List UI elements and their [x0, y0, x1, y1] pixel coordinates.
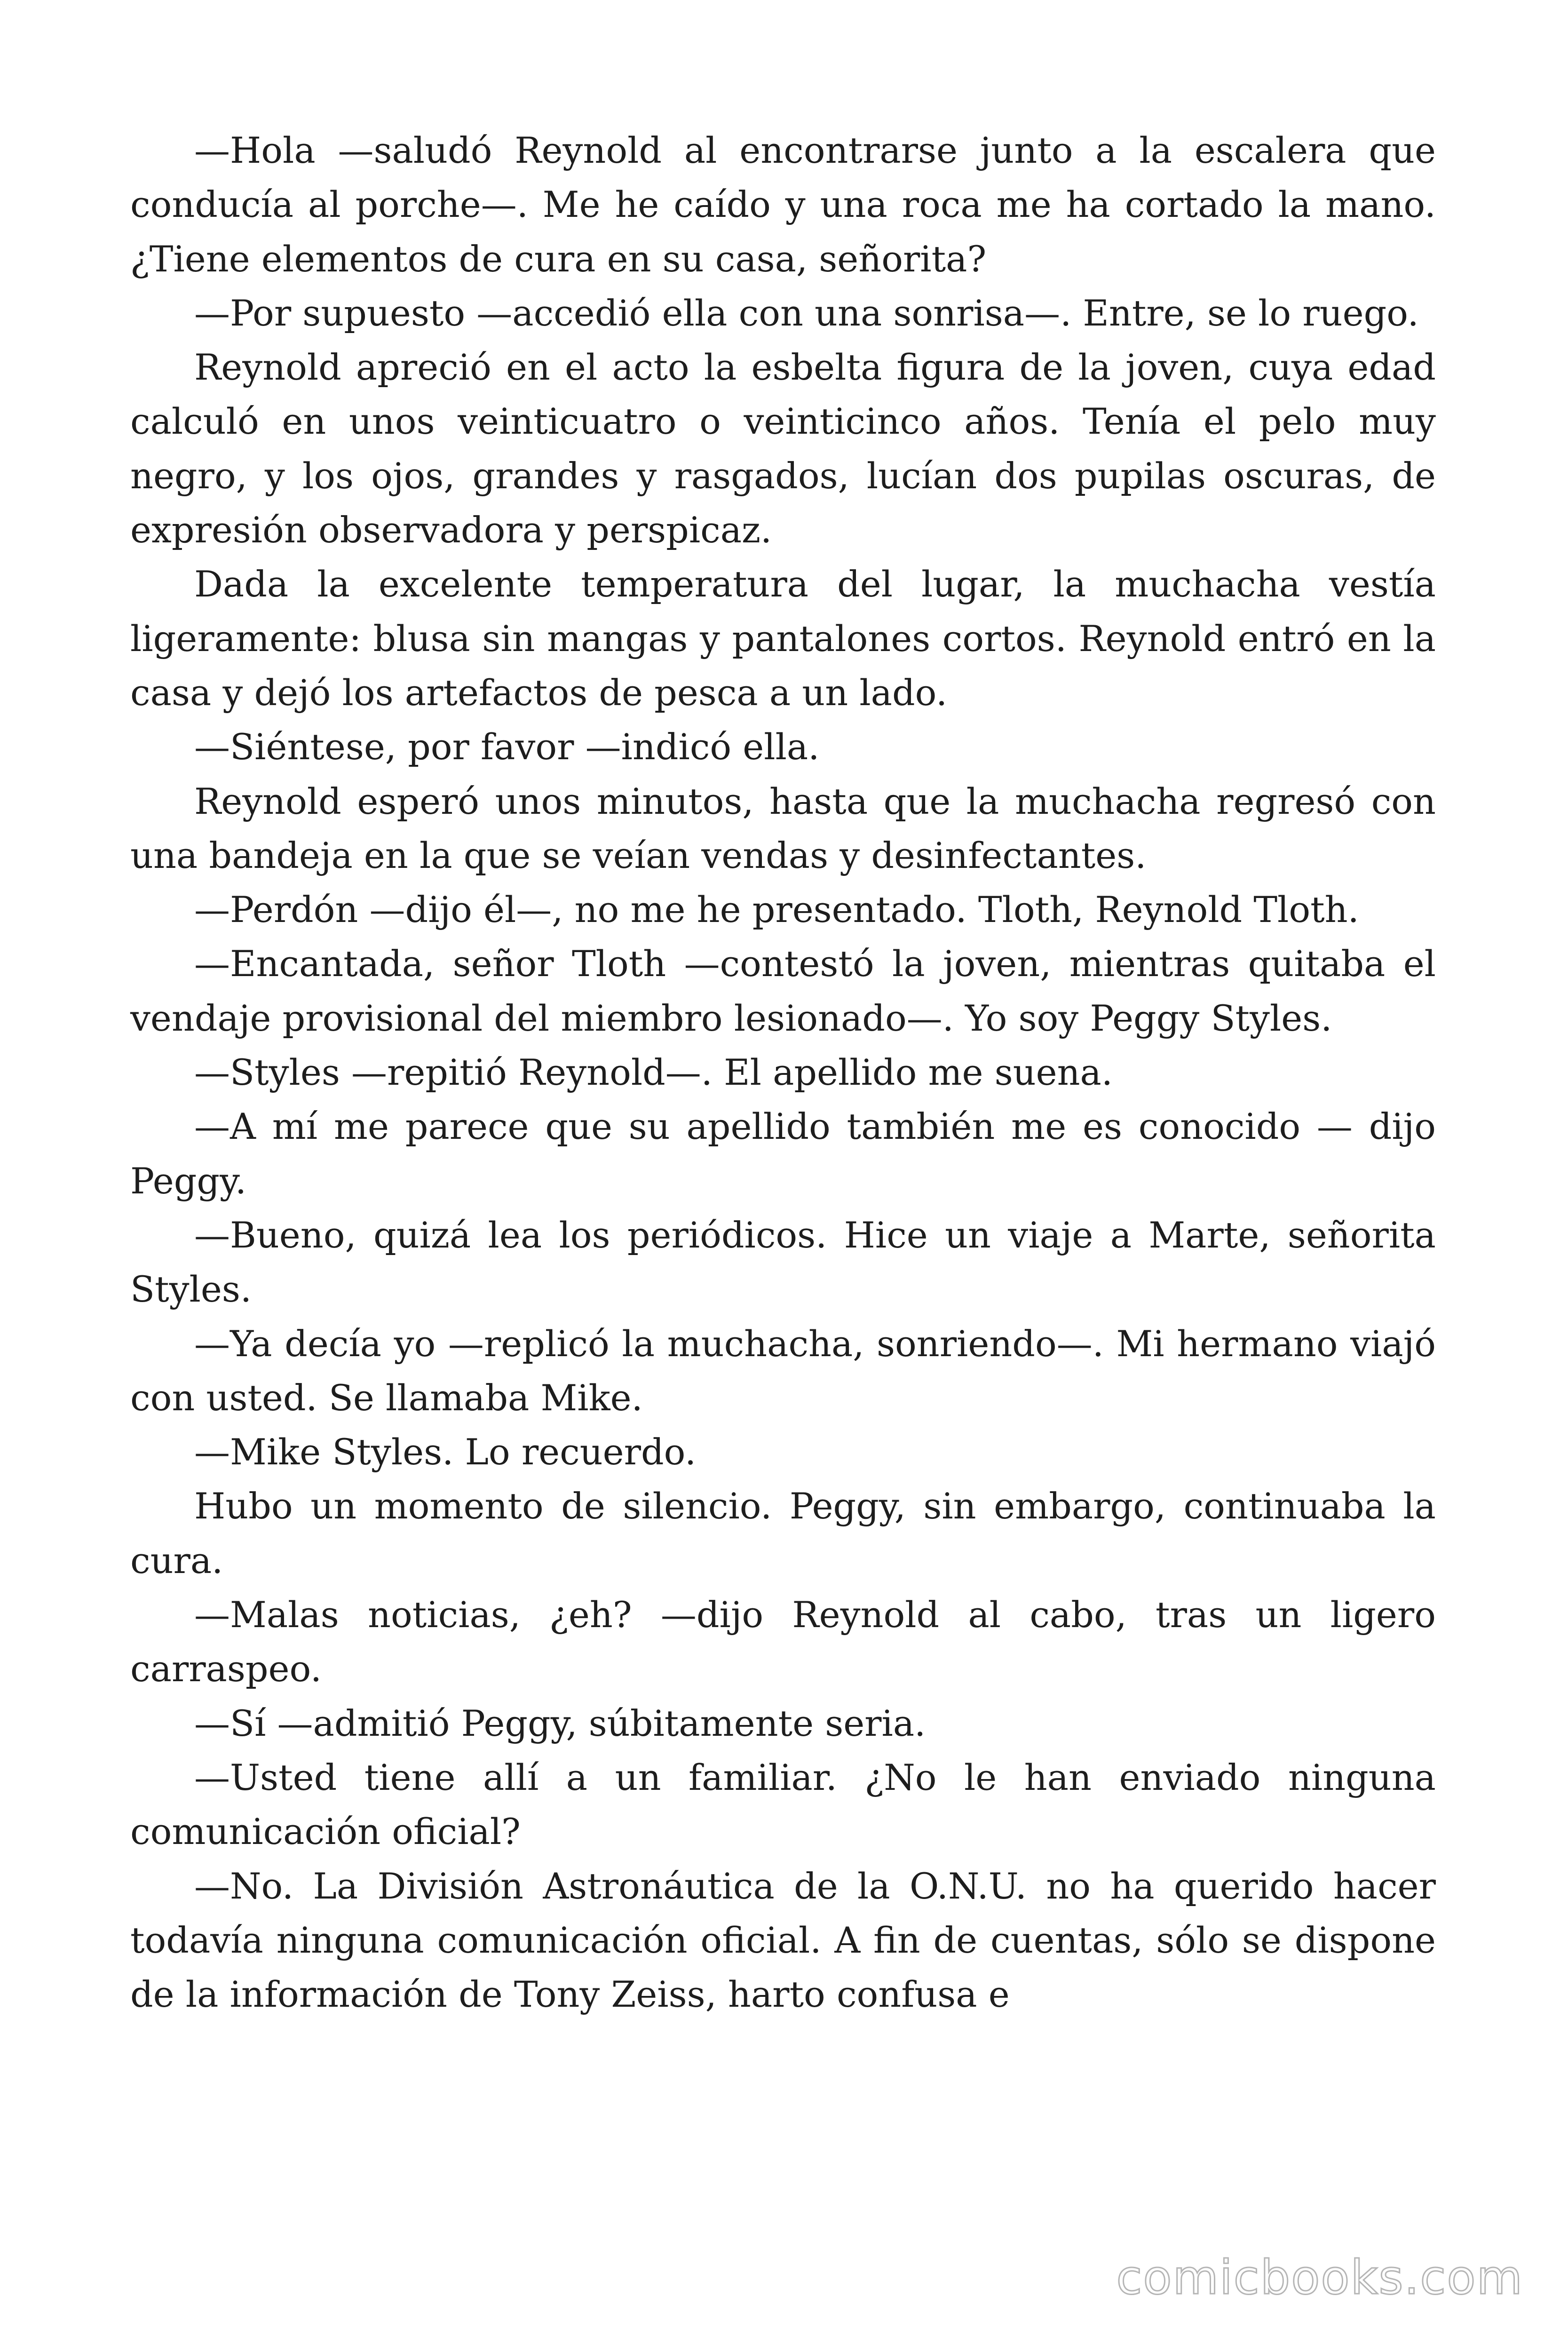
paragraph: Hubo un momento de silencio. Peggy, sin embargo, continuaba la cura.: [130, 1485, 1436, 1581]
paragraph: —Por supuesto —accedió ella con una sonrisa—. Entre, se lo ruego.: [194, 292, 1419, 334]
paragraph: —Ya decía yo —replicó la muchacha, sonriendo—. Mi hermano viajó con usted. Se llamaba Mike.: [130, 1322, 1436, 1419]
paragraph: —No. La División Astronáutica de la O.N.U. no ha querido hacer todavía ninguna comunicación oficial. A fin de cuentas, sólo se dispone de la información de Tony Zeiss, harto confusa e: [130, 1865, 1436, 2016]
paragraph: —Bueno, quizá lea los periódicos. Hice un viaje a Marte, señorita Styles.: [130, 1214, 1436, 1311]
paragraph: —Mike Styles. Lo recuerdo.: [194, 1431, 697, 1473]
paragraph: —Usted tiene allí a un familiar. ¿No le han enviado ninguna comunicación oficial?: [130, 1756, 1436, 1853]
watermark: comicbooks.com: [1116, 2250, 1523, 2305]
paragraph: —Malas noticias, ¿eh? —dijo Reynold al cabo, tras un ligero carraspeo.: [130, 1594, 1436, 1690]
paragraph: —Styles —repitió Reynold—. El apellido me suena.: [194, 1051, 1113, 1094]
paragraph: —Perdón —dijo él—, no me he presentado. Tloth, Reynold Tloth.: [194, 889, 1359, 931]
paragraph: —Sí —admitió Peggy, súbitamente seria.: [194, 1702, 926, 1744]
paragraph: —Encantada, señor Tloth —contestó la joven, mientras quitaba el vendaje provisional del miembro lesionado—. Yo soy Peggy Styles.: [130, 943, 1436, 1039]
page-text: [130, 123, 1436, 2021]
paragraph: Reynold apreció en el acto la esbelta figura de la joven, cuya edad calculó en unos veinticuatro o veinticinco años. Tenía el pelo muy negro, y los ojos, grandes y rasgados, lucían dos pupilas oscuras, de expresión observadora y perspicaz.: [130, 346, 1436, 551]
paragraph: —Hola —saludó Reynold al encontrarse junto a la escalera que conducía al porche—. Me he caído y una roca me ha cortado la mano. ¿Tiene elementos de cura en su casa, señorita?: [130, 129, 1436, 280]
paragraph: Dada la excelente temperatura del lugar, la muchacha vestía ligeramente: blusa sin mangas y pantalones cortos. Reynold entró en la casa y dejó los artefactos de pesca a un lado.: [130, 563, 1436, 714]
paragraph: —A mí me parece que su apellido también me es conocido — dijo Peggy.: [130, 1105, 1436, 1202]
paragraph: —Siéntese, por favor —indicó ella.: [194, 726, 820, 768]
paragraph: Reynold esperó unos minutos, hasta que la muchacha regresó con una bandeja en la que se veían vendas y desinfectantes.: [130, 780, 1436, 876]
